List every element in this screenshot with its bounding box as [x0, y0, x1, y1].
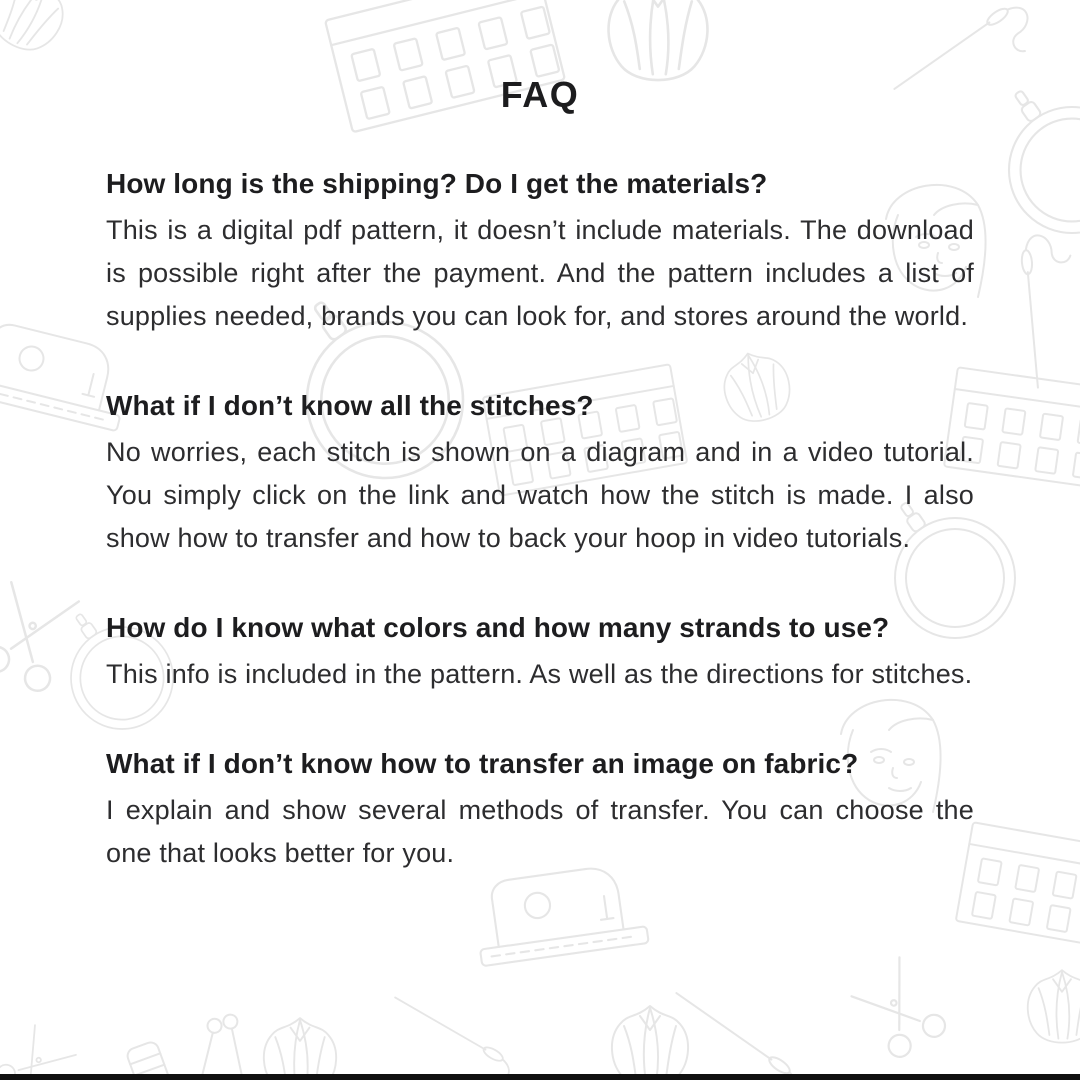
- scissors-icon: [0, 1022, 76, 1080]
- faq-item-stitches: [106, 390, 974, 560]
- faq-answer: I explain and show several methods of transfer. You can choose the one that looks better for you.: [106, 795, 974, 868]
- faq-answer: This is a digital pdf pattern, it doesn’t include materials. The download is possible right after the payment. And the pattern includes a list of supplies needed, brands you can look for, and stores around the world.: [106, 215, 974, 331]
- page-title: FAQ: [500, 74, 580, 115]
- scissors-icon: [849, 957, 949, 1064]
- footer-bar: [0, 1074, 1080, 1080]
- faq-question: What if I don’t know all the stitches?: [106, 390, 594, 421]
- faq-answer: No worries, each stitch is shown on a diagram and in a video tutorial. You simply click on the link and watch how the stitch is made. I also show how to transfer and how to back your hoop in video tutorials.: [106, 437, 974, 553]
- pin-icon: [193, 1017, 223, 1080]
- faq-question: What if I don’t know how to transfer an image on fabric?: [106, 748, 859, 779]
- faq-question: How long is the shipping? Do I get the materials?: [106, 168, 768, 199]
- faq-item-shipping: [106, 168, 974, 338]
- flower-bud-icon: [612, 1006, 688, 1080]
- pin-icon: [222, 1013, 250, 1080]
- needle-thread-icon: [395, 974, 512, 1080]
- sewing-machine-icon: [471, 862, 649, 966]
- faq-question: How do I know what colors and how many strands to use?: [106, 612, 890, 643]
- faq-item-transfer: [106, 748, 974, 875]
- needle-thread-icon: [676, 975, 797, 1080]
- faq-answer: This info is included in the pattern. As well as the directions for stitches.: [106, 659, 973, 689]
- faq-item-colors-strands: [106, 612, 974, 696]
- flower-bud-icon: [264, 1018, 336, 1080]
- flower-bud-icon: [1028, 970, 1080, 1042]
